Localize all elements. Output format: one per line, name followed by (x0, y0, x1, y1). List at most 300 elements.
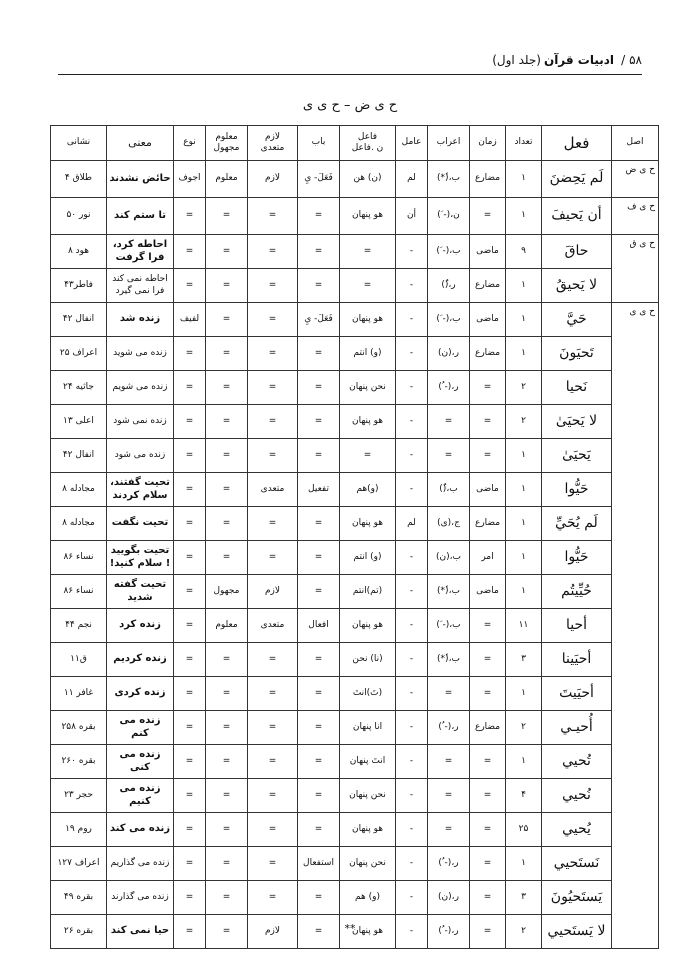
table-row (51, 473, 659, 507)
cell-noe: = (174, 643, 206, 677)
cell-bab: = (298, 269, 340, 303)
cell-noe: = (174, 269, 206, 303)
cell-zaman: = (470, 915, 506, 949)
cell-zaman: مضارع (470, 337, 506, 371)
header-rule (58, 74, 642, 75)
page-header (58, 48, 642, 72)
table-body (51, 161, 659, 949)
cell-lazem: = (248, 541, 298, 575)
cell-noe: = (174, 473, 206, 507)
cell-erab: ب،(- َ) (428, 303, 470, 337)
table-row (51, 198, 659, 235)
cell-maloom: = (206, 711, 248, 745)
cell-fel: حَيُّوا (542, 473, 612, 507)
cell-erab: ن،(- َ) (428, 198, 470, 235)
cell-zaman: = (470, 745, 506, 779)
cell-erab: = (428, 405, 470, 439)
cell-erab: ب،(ٔ*) (428, 161, 470, 198)
cell-maloom: = (206, 303, 248, 337)
cell-count: ۱ (506, 269, 542, 303)
cell-amel: - (396, 575, 428, 609)
cell-erab: = (428, 439, 470, 473)
cell-mani: زنده می كند (107, 813, 174, 847)
table-row (51, 813, 659, 847)
cell-root: ح ی ف (612, 198, 659, 235)
cell-fel: أحيا (542, 609, 612, 643)
cell-amel: - (396, 371, 428, 405)
volume-label: (جلد اول) (492, 53, 541, 67)
cell-maloom: = (206, 677, 248, 711)
cell-mani: تحیت نگفت (107, 507, 174, 541)
cell-noe: = (174, 235, 206, 269)
cell-lazem: = (248, 439, 298, 473)
cell-address: بقره ۲۶۰ (51, 745, 107, 779)
cell-amel: لم (396, 507, 428, 541)
cell-maloom: = (206, 235, 248, 269)
cell-fael: انتَ پنهان (340, 745, 396, 779)
cell-mani: تحیت گفته شدید (107, 575, 174, 609)
cell-mani: زنده می شود (107, 439, 174, 473)
cell-lazem: = (248, 371, 298, 405)
cell-amel: - (396, 337, 428, 371)
cell-amel: - (396, 881, 428, 915)
cell-bab: = (298, 198, 340, 235)
section-subtitle: ح ی ض – ح ی ی (302, 98, 398, 113)
cell-address: اعراف ۱۲۷ (51, 847, 107, 881)
cell-maloom: = (206, 198, 248, 235)
column-header-fael: فاعل ن .فاعل (340, 126, 396, 161)
cell-fel: حاقَ (542, 235, 612, 269)
cell-count: ۱ (506, 507, 542, 541)
cell-count: ۱ (506, 541, 542, 575)
cell-erab: ر،(ن) (428, 337, 470, 371)
cell-zaman: مضارع (470, 507, 506, 541)
cell-bab: = (298, 541, 340, 575)
cell-mani: زنده شد (107, 303, 174, 337)
cell-zaman: = (470, 881, 506, 915)
column-header-erab: اعراب (428, 126, 470, 161)
cell-fel: حُيِّيتُم (542, 575, 612, 609)
cell-amel: - (396, 541, 428, 575)
cell-count: ۲۵ (506, 813, 542, 847)
cell-fel: نَستَحيي (542, 847, 612, 881)
cell-lazem: = (248, 507, 298, 541)
cell-bab: = (298, 575, 340, 609)
cell-fael: هو پنهان (340, 405, 396, 439)
cell-mani: حائض نشدند (107, 161, 174, 198)
cell-lazem: لازم (248, 915, 298, 949)
cell-erab: ر،(- ُ) (428, 711, 470, 745)
cell-maloom: = (206, 915, 248, 949)
cell-mani: زنده كرد (107, 609, 174, 643)
cell-lazem: = (248, 405, 298, 439)
cell-lazem: = (248, 711, 298, 745)
cell-erab: ب،(ٔ*) (428, 643, 470, 677)
table-row (51, 847, 659, 881)
cell-maloom: = (206, 847, 248, 881)
table-row (51, 161, 659, 198)
cell-address: طلاق ۴ (51, 161, 107, 198)
cell-address: مجادله ۸ (51, 507, 107, 541)
cell-fel: لا يَحيَىٰ (542, 405, 612, 439)
cell-noe: = (174, 507, 206, 541)
cell-mani: احاطه نمی كند فرا نمی گیرد (107, 269, 174, 303)
cell-fel: لَم يَحِضنَ (542, 161, 612, 198)
cell-mani: تا ستم كند (107, 198, 174, 235)
cell-lazem: = (248, 269, 298, 303)
column-header-address: نشانی (51, 126, 107, 161)
cell-lazem: = (248, 303, 298, 337)
cell-fel: أحيَينا (542, 643, 612, 677)
page-footer: ** (344, 922, 356, 935)
cell-count: ۹ (506, 235, 542, 269)
cell-noe: اجوف (174, 161, 206, 198)
cell-fel: حَيَّ (542, 303, 612, 337)
cell-bab: استفعال (298, 847, 340, 881)
cell-fael: (و) انتم (340, 337, 396, 371)
cell-count: ۲ (506, 371, 542, 405)
cell-maloom: مجهول (206, 575, 248, 609)
table-row (51, 541, 659, 575)
cell-address: نساء ۸۶ (51, 541, 107, 575)
cell-erab: = (428, 779, 470, 813)
cell-mani: زنده كردی (107, 677, 174, 711)
cell-lazem: متعدی (248, 609, 298, 643)
cell-amel: - (396, 711, 428, 745)
verb-table (50, 125, 659, 949)
cell-fael: هو پنهان (340, 507, 396, 541)
cell-mani: زنده می گذارند (107, 881, 174, 915)
cell-lazem: = (248, 198, 298, 235)
cell-zaman: = (470, 779, 506, 813)
cell-root: ح ی ض (612, 161, 659, 198)
cell-zaman: = (470, 439, 506, 473)
cell-noe: لفیف (174, 303, 206, 337)
cell-count: ۲ (506, 915, 542, 949)
cell-bab: = (298, 643, 340, 677)
cell-lazem: لازم (248, 161, 298, 198)
cell-bab: = (298, 915, 340, 949)
cell-erab: = (428, 677, 470, 711)
cell-fel: أن يَحيفَ (542, 198, 612, 235)
cell-fel: تُحيي (542, 745, 612, 779)
cell-count: ۱ (506, 439, 542, 473)
cell-address: غافر ۱۱ (51, 677, 107, 711)
cell-zaman: = (470, 609, 506, 643)
cell-noe: = (174, 677, 206, 711)
table-row (51, 235, 659, 269)
cell-address: بقره ۴۹ (51, 881, 107, 915)
cell-amel: - (396, 677, 428, 711)
table-row (51, 745, 659, 779)
cell-lazem: = (248, 813, 298, 847)
cell-amel: - (396, 405, 428, 439)
column-header-zaman: زمان (470, 126, 506, 161)
column-header-noe: نوع (174, 126, 206, 161)
cell-address: بقره ۲۶ (51, 915, 107, 949)
table-row (51, 779, 659, 813)
cell-count: ۱ (506, 161, 542, 198)
cell-zaman: = (470, 813, 506, 847)
cell-count: ۱۱ (506, 609, 542, 643)
cell-bab: = (298, 235, 340, 269)
cell-address: روم ۱۹ (51, 813, 107, 847)
cell-fael: هو پنهان (340, 813, 396, 847)
cell-address: نور ۵۰ (51, 198, 107, 235)
cell-count: ۴ (506, 779, 542, 813)
cell-address: حجر ۲۳ (51, 779, 107, 813)
cell-amel: - (396, 439, 428, 473)
cell-fael: (ن) هن (340, 161, 396, 198)
cell-bab: افعال (298, 609, 340, 643)
cell-address: اعلی ۱۳ (51, 405, 107, 439)
cell-fel: أحيَيتَ (542, 677, 612, 711)
cell-lazem: = (248, 779, 298, 813)
cell-zaman: = (470, 198, 506, 235)
table-row (51, 507, 659, 541)
cell-maloom: = (206, 371, 248, 405)
cell-zaman: مضارع (470, 711, 506, 745)
cell-bab: = (298, 439, 340, 473)
cell-erab: ب،(- َ) (428, 235, 470, 269)
cell-fel: تَحيَونَ (542, 337, 612, 371)
cell-erab: ب،(ُ) (428, 473, 470, 507)
cell-count: ۳ (506, 643, 542, 677)
cell-erab: ر،(ُ) (428, 269, 470, 303)
cell-bab: فَعَلَ- يِ (298, 303, 340, 337)
cell-erab: = (428, 813, 470, 847)
cell-erab: ج،(ی) (428, 507, 470, 541)
cell-noe: = (174, 881, 206, 915)
table-header-row (51, 126, 659, 161)
cell-address: ق۱۱ (51, 643, 107, 677)
column-header-fel: فعل (542, 126, 612, 161)
cell-bab: = (298, 711, 340, 745)
cell-fel: لَم يُحَيِّ (542, 507, 612, 541)
cell-bab: = (298, 779, 340, 813)
cell-fael: (تم)انتم (340, 575, 396, 609)
column-header-bab: باب (298, 126, 340, 161)
cell-fael: هو پنهان (340, 198, 396, 235)
cell-erab: = (428, 745, 470, 779)
cell-zaman: = (470, 405, 506, 439)
cell-count: ۱ (506, 847, 542, 881)
cell-fael: (و) هم (340, 881, 396, 915)
cell-zaman: = (470, 371, 506, 405)
cell-noe: = (174, 609, 206, 643)
cell-fel: يُحيي (542, 813, 612, 847)
table-row (51, 881, 659, 915)
cell-count: ۱ (506, 337, 542, 371)
cell-amel: لم (396, 161, 428, 198)
cell-address: بقره ۲۵۸ (51, 711, 107, 745)
column-header-lazem: لازم متعدی (248, 126, 298, 161)
cell-noe: = (174, 541, 206, 575)
cell-bab: تفعیل (298, 473, 340, 507)
cell-fel: لا يَحيقُ (542, 269, 612, 303)
cell-noe: = (174, 337, 206, 371)
cell-maloom: = (206, 643, 248, 677)
cell-fael: (و) انتم (340, 541, 396, 575)
cell-fael: = (340, 235, 396, 269)
cell-erab: ر،(- ُ) (428, 847, 470, 881)
cell-noe: = (174, 439, 206, 473)
cell-address: انفال ۴۲ (51, 303, 107, 337)
cell-fael: هو پنهان (340, 303, 396, 337)
cell-address: نساء ۸۶ (51, 575, 107, 609)
cell-amel: - (396, 473, 428, 507)
table-row (51, 337, 659, 371)
table-row (51, 371, 659, 405)
cell-noe: = (174, 198, 206, 235)
cell-fel: نَحيا (542, 371, 612, 405)
cell-count: ۱ (506, 677, 542, 711)
cell-fel: يَحيَىٰ (542, 439, 612, 473)
cell-fael: (و)هم (340, 473, 396, 507)
table-row (51, 439, 659, 473)
cell-fel: حَيُّوا (542, 541, 612, 575)
cell-mani: زنده كردیم (107, 643, 174, 677)
cell-mani: تحیت بگویید ! سلام كنید! (107, 541, 174, 575)
cell-fael: (نا) نحن (340, 643, 396, 677)
table-row (51, 711, 659, 745)
cell-fael: = (340, 269, 396, 303)
cell-amel: - (396, 745, 428, 779)
cell-maloom: = (206, 813, 248, 847)
cell-erab: ر،(ن) (428, 881, 470, 915)
cell-fael: (تَ)انتَ (340, 677, 396, 711)
cell-fael: هو پنهان (340, 915, 396, 949)
cell-fael: نحن پنهان (340, 779, 396, 813)
cell-lazem: متعدی (248, 473, 298, 507)
cell-amel: - (396, 779, 428, 813)
cell-maloom: = (206, 439, 248, 473)
cell-zaman: مضارع (470, 269, 506, 303)
column-header-count: تعداد (506, 126, 542, 161)
table-row (51, 303, 659, 337)
table-row (51, 643, 659, 677)
cell-fael: = (340, 439, 396, 473)
cell-zaman: = (470, 677, 506, 711)
cell-zaman: مضارع (470, 161, 506, 198)
cell-address: انفال ۴۲ (51, 439, 107, 473)
cell-amel: - (396, 269, 428, 303)
cell-address: هود ۸ (51, 235, 107, 269)
cell-count: ۱ (506, 473, 542, 507)
cell-lazem: = (248, 745, 298, 779)
cell-mani: زنده می شوید (107, 337, 174, 371)
cell-erab: ر،(- ُ) (428, 371, 470, 405)
cell-maloom: معلوم (206, 161, 248, 198)
cell-mani: حیا نمی كند (107, 915, 174, 949)
cell-mani: تحیت گفتند، سلام كردند (107, 473, 174, 507)
cell-count: ۱ (506, 303, 542, 337)
page-number: ۵۸ (629, 53, 642, 67)
column-header-mani: معنی (107, 126, 174, 161)
cell-noe: = (174, 711, 206, 745)
cell-root: ح ی ق (612, 235, 659, 303)
cell-count: ۳ (506, 881, 542, 915)
cell-erab: ر،(- ُ) (428, 915, 470, 949)
cell-maloom: = (206, 779, 248, 813)
cell-fael: نحن پنهان (340, 847, 396, 881)
cell-mani: زنده می كنی (107, 745, 174, 779)
book-title: ادبیات قرآن (543, 53, 615, 67)
cell-address: جاثیه ۲۴ (51, 371, 107, 405)
cell-maloom: = (206, 507, 248, 541)
cell-bab: فَعَلَ- يِ (298, 161, 340, 198)
column-header-asl: اصل (612, 126, 659, 161)
cell-zaman: امر (470, 541, 506, 575)
cell-noe: = (174, 371, 206, 405)
cell-noe: = (174, 779, 206, 813)
cell-noe: = (174, 847, 206, 881)
cell-root: ح ی ی (612, 303, 659, 949)
cell-erab: ب،(ٔ*) (428, 575, 470, 609)
cell-lazem: = (248, 643, 298, 677)
cell-maloom: = (206, 269, 248, 303)
cell-mani: زنده می كنم (107, 711, 174, 745)
cell-lazem: = (248, 337, 298, 371)
cell-bab: = (298, 745, 340, 779)
cell-mani: زنده می كنیم (107, 779, 174, 813)
header-separator: / (621, 53, 626, 67)
cell-zaman: ماضی (470, 303, 506, 337)
table-row (51, 405, 659, 439)
cell-count: ۲ (506, 405, 542, 439)
cell-bab: = (298, 405, 340, 439)
cell-fel: أُحيـي (542, 711, 612, 745)
cell-lazem: = (248, 235, 298, 269)
cell-count: ۱ (506, 745, 542, 779)
cell-bab: = (298, 677, 340, 711)
table-row (51, 609, 659, 643)
cell-count: ۱ (506, 198, 542, 235)
cell-noe: = (174, 575, 206, 609)
cell-amel: - (396, 643, 428, 677)
cell-bab: = (298, 813, 340, 847)
cell-mani: احاطه كرد، فرا گرفت (107, 235, 174, 269)
table-row (51, 575, 659, 609)
cell-count: ۲ (506, 711, 542, 745)
cell-maloom: = (206, 337, 248, 371)
cell-amel: - (396, 813, 428, 847)
cell-amel: - (396, 915, 428, 949)
cell-maloom: = (206, 745, 248, 779)
cell-bab: = (298, 881, 340, 915)
cell-bab: = (298, 371, 340, 405)
cell-noe: = (174, 405, 206, 439)
table-row (51, 677, 659, 711)
cell-erab: ب،(ن) (428, 541, 470, 575)
cell-erab: ب،(- َ) (428, 609, 470, 643)
cell-zaman: ماضی (470, 575, 506, 609)
cell-bab: = (298, 507, 340, 541)
cell-noe: = (174, 745, 206, 779)
cell-zaman: ماضی (470, 235, 506, 269)
cell-fael: انا پنهان (340, 711, 396, 745)
table-row (51, 269, 659, 303)
cell-address: نجم ۴۴ (51, 609, 107, 643)
cell-fel: نُحيي (542, 779, 612, 813)
cell-mani: زنده نمی شود (107, 405, 174, 439)
cell-fael: نحن پنهان (340, 371, 396, 405)
cell-mani: زنده می گذاریم (107, 847, 174, 881)
cell-amel: أن (396, 198, 428, 235)
cell-maloom: = (206, 473, 248, 507)
cell-amel: - (396, 847, 428, 881)
column-header-maloom: معلوم مجهول (206, 126, 248, 161)
